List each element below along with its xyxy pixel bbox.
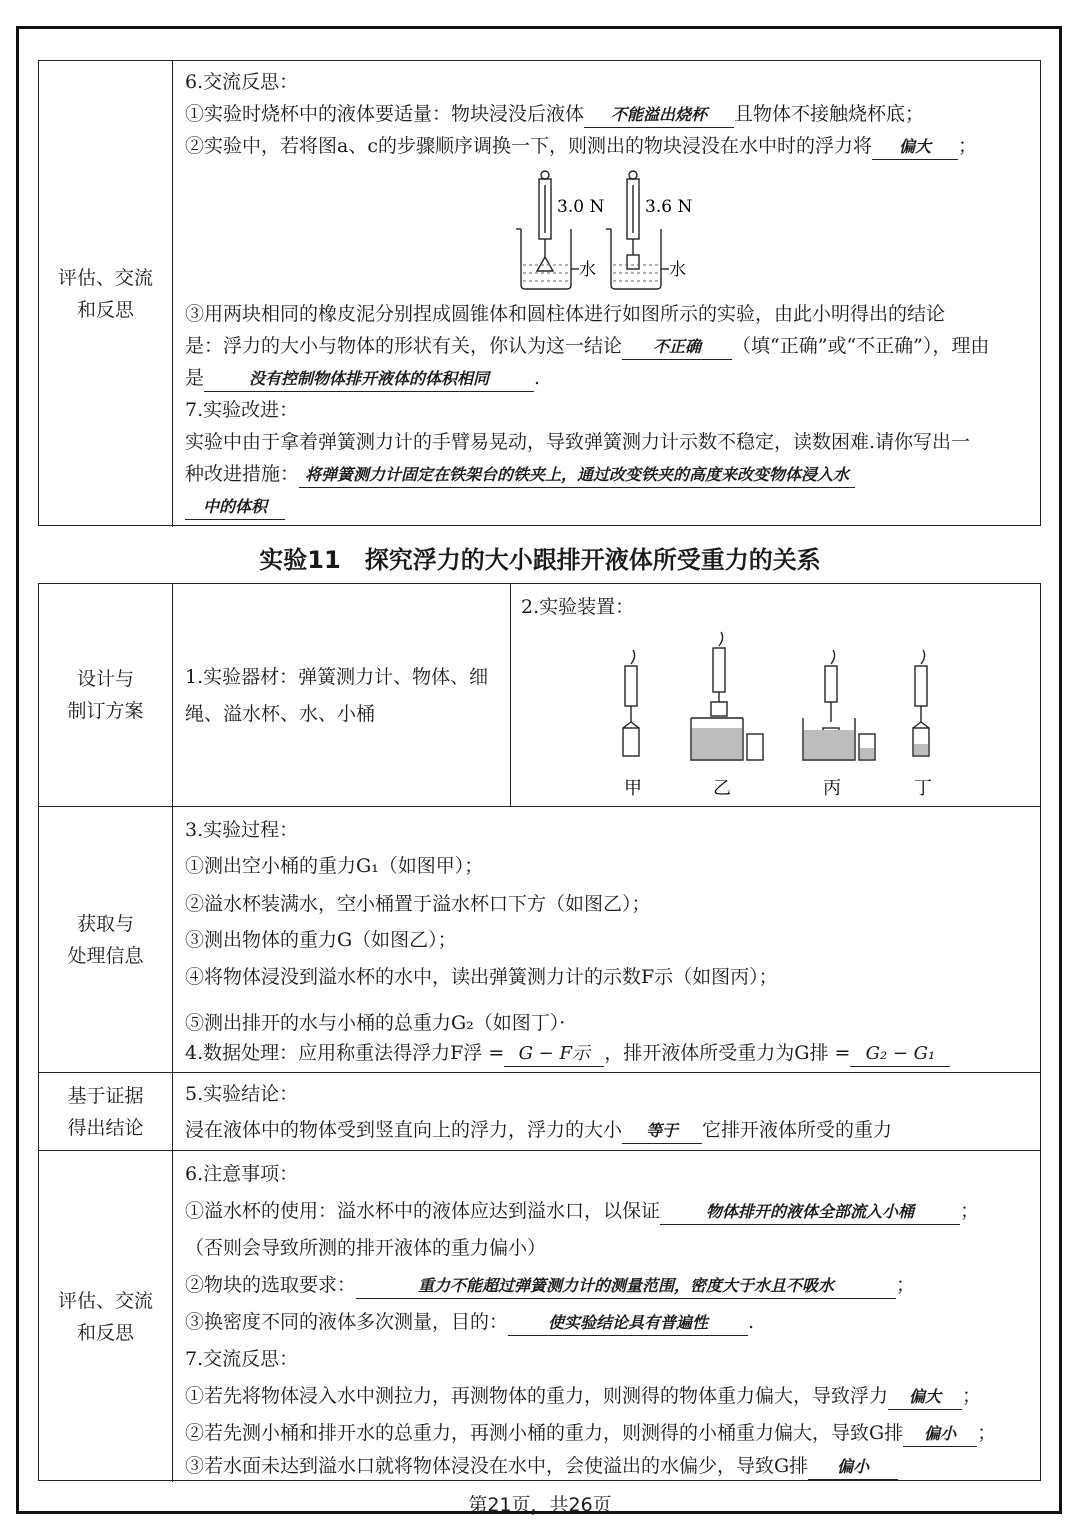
note-overflow-consequence: （否则会导致所测的排开液体的重力偏小） xyxy=(185,1237,547,1259)
answer-blank: 中的体积 xyxy=(185,495,285,520)
reading-right: 3.6 N xyxy=(645,197,693,217)
heading-notes: 6.注意事项： xyxy=(185,1163,299,1185)
label-line-2: 得出结论 xyxy=(67,1116,144,1139)
note-liquid-amount: ①实验时烧杯中的液体要适量：物块浸没后液体 不能溢出烧杯 且物体不接触烧杯底； xyxy=(185,101,924,128)
label-ding: 丁 xyxy=(914,778,932,799)
label-jia: 甲 xyxy=(624,778,642,799)
conclusion-text: 浸在液体中的物体受到竖直向上的浮力，浮力的大小 等于 它排开液体所受的重力 xyxy=(185,1117,892,1144)
row-label-process xyxy=(39,807,173,1072)
answer-blank: G₂ − G₁ xyxy=(850,1042,950,1067)
label-line-1: 基于证据 xyxy=(67,1084,144,1107)
reflection-1: ①若先将物体浸入水中测拉力，再测物体的重力，则测得的物体重力偏大，导致浮力 偏大 ； xyxy=(185,1383,981,1410)
row-conclusion xyxy=(39,1072,1040,1150)
equipment-line-2: 绳、溢水杯、水、小桶 xyxy=(185,703,376,725)
label-line-1: 评估、交流 xyxy=(57,267,153,289)
shape-experiment-figure xyxy=(515,169,745,294)
reading-left: 3.0 N xyxy=(557,197,605,217)
note-reason: 是 没有控制物体排开液体的体积相同 . xyxy=(185,365,540,392)
shape-setup-figure xyxy=(591,624,941,799)
step-5: ⑤测出排开的水与小桶的总重力G₂（如图丁）· xyxy=(185,1012,566,1034)
section-title: 实验11 探究浮力的大小跟排开液体所受重力的关系 xyxy=(259,546,821,574)
heading-conclusion: 5.实验结论： xyxy=(185,1083,299,1105)
answer-blank: 偏小 xyxy=(903,1422,977,1447)
step-4: ④将物体浸没到溢水杯的水中，读出弹簧测力计的示数F示（如图丙）； xyxy=(185,966,778,988)
note-improvement-measure: 种改进措施： 将弹簧测力计固定在铁架台的铁夹上，通过改变铁夹的高度来改变物体浸入水 xyxy=(185,461,855,488)
step-2: ②溢水杯装满水，空小桶置于溢水杯口下方（如图乙）； xyxy=(185,893,651,915)
reflection-2: ②若先测小桶和排开水的总重力，再测小桶的重力，则测得的小桶重力偏大，导致G排 偏小 ； xyxy=(185,1420,996,1447)
answer-blank: 等于 xyxy=(622,1119,702,1144)
table-exp11 xyxy=(38,583,1041,1481)
heading-process: 3.实验过程： xyxy=(185,819,299,841)
step-3: ③测出物体的重力G（如图乙）； xyxy=(185,929,457,951)
setup-title: 2.实验装置： xyxy=(521,596,635,618)
row-label-eval-exp10 xyxy=(39,61,173,527)
reflection-3: ③若水面未达到溢水口就将物体浸没在水中，会使溢出的水偏少，导致G排 偏小 xyxy=(185,1453,898,1480)
label-water-right: 水 xyxy=(669,260,686,280)
note-block-requirements: ②物块的选取要求： 重力不能超过弹簧测力计的测量范围，密度大于水且不吸水 ； xyxy=(185,1272,915,1299)
heading-exchange-reflection: 6.交流反思： xyxy=(185,71,299,93)
heading-reflection: 7.交流反思： xyxy=(185,1348,299,1370)
equipment-cell xyxy=(173,584,511,806)
note-order-swap: ②实验中，若将图a、c的步骤顺序调换一下，则测出的物块浸没在水中时的浮力将 偏大 ； xyxy=(185,133,977,160)
row-label-eval-exp11 xyxy=(39,1151,173,1482)
answer-blank: 偏大 xyxy=(872,135,958,160)
label-line-2: 处理信息 xyxy=(67,944,144,967)
answer-blank: 将弹簧测力计固定在铁架台的铁夹上，通过改变铁夹的高度来改变物体浸入水 xyxy=(299,463,855,488)
equipment-line-1: 1.实验器材：弹簧测力计、物体、细 xyxy=(185,666,489,688)
answer-blank: 物体排开的液体全部流入小桶 xyxy=(660,1200,960,1225)
label-line-1: 评估、交流 xyxy=(57,1289,153,1312)
answer-blank: 不正确 xyxy=(622,335,732,360)
row-design xyxy=(39,584,1040,806)
answer-blank: 没有控制物体排开液体的体积相同 xyxy=(204,367,534,392)
note-conclusion-judge: 是：浮力的大小与物体的形状有关，你认为这一结论 不正确 （填“正确”或“不正确”），理由 xyxy=(185,333,989,360)
note-improvement-problem: 实验中由于拿着弹簧测力计的手臂易晃动，导致弹簧测力计示数不稳定，读数困难.请你写出一 xyxy=(185,431,971,453)
answer-blank: 重力不能超过弹簧测力计的测量范围，密度大于水且不吸水 xyxy=(356,1274,896,1299)
label-line-2: 制订方案 xyxy=(67,700,144,722)
answer-blank: 不能溢出烧杯 xyxy=(584,103,734,128)
label-line-2: 和反思 xyxy=(76,1321,134,1344)
label-yi: 乙 xyxy=(713,778,731,799)
heading-improvement: 7.实验改进： xyxy=(185,399,299,421)
answer-blank: 使实验结论具有普遍性 xyxy=(508,1311,748,1336)
row-process xyxy=(39,806,1040,1072)
note-clay-experiment: ③用两块相同的橡皮泥分别捏成圆锥体和圆柱体进行如图所示的实验，由此小明得出的结论 xyxy=(185,303,946,325)
label-line-1: 获取与 xyxy=(76,912,134,935)
label-line-2: 和反思 xyxy=(76,299,134,321)
label-line-1: 设计与 xyxy=(76,668,134,690)
answer-blank: 偏小 xyxy=(808,1455,898,1480)
answer-blank: G − F示 xyxy=(504,1042,604,1067)
answer-blank: 偏大 xyxy=(888,1385,962,1410)
label-water-left: 水 xyxy=(579,260,596,280)
row-eval-exp11 xyxy=(39,1150,1040,1482)
page-number: 第21页，共26页 xyxy=(468,1494,612,1516)
step-1: ①测出空小桶的重力G₁（如图甲）； xyxy=(185,855,484,877)
note-improvement-measure-cont xyxy=(185,493,285,520)
row-label-design xyxy=(39,584,173,806)
setup-cell xyxy=(511,584,1040,806)
row-label-conclusion xyxy=(39,1073,173,1150)
row-eval-exp10 xyxy=(39,61,1040,527)
label-bing: 丙 xyxy=(823,778,841,799)
note-multiple-liquids: ③换密度不同的液体多次测量，目的： 使实验结论具有普遍性 . xyxy=(185,1309,754,1336)
data-processing: 4.数据处理：应用称重法得浮力F浮 = G − F示 ，排开液体所受重力为G排 = G₂ − G₁ xyxy=(185,1040,950,1067)
table-exp10 xyxy=(38,60,1041,526)
note-overflow-cup: ①溢水杯的使用：溢水杯中的液体应达到溢水口，以保证 物体排开的液体全部流入小桶 ； xyxy=(185,1198,979,1225)
